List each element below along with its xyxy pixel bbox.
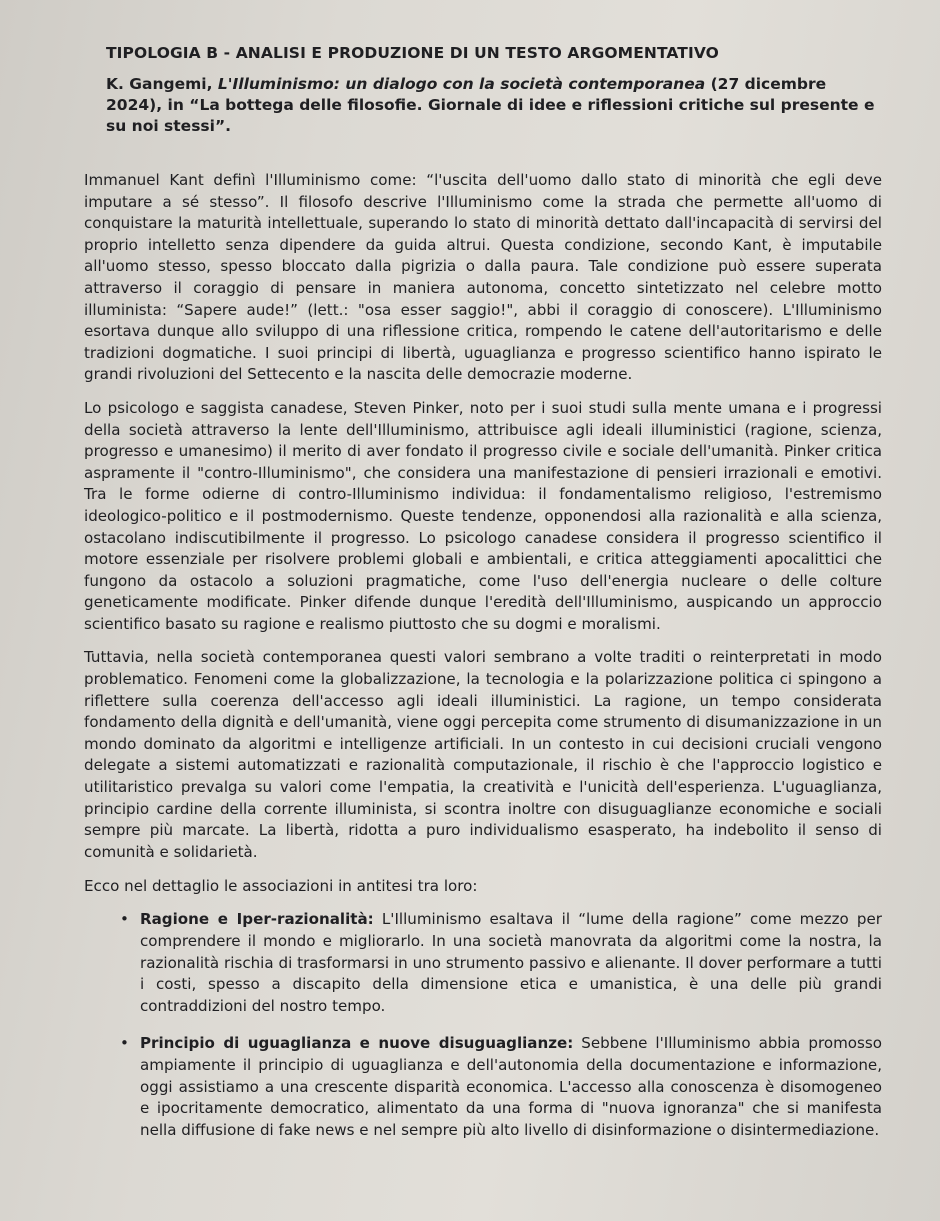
- list-item: [84, 1033, 882, 1141]
- source-citation: [106, 74, 882, 137]
- paragraph-contemporary: Tuttavia, nella società contemporanea questi valori sembrano a volte traditi o reinterpretati in modo problematico. Fenomeni come la globalizzazione, la tecnologia e la polarizzazione politica ci spingono a riflettere sulla coerenza dell'accesso agli ideali illuministici. La ragione, un tempo considerata fondamento della dignità e dell'umanità, viene oggi percepita come strumento di disumanizzazione in un mondo dominato da algoritmi e intelligenze artificiali. In un contesto in cui decisioni cruciali vengono delegate a sistemi automatizzati e razionalità computazionale, il rischio è che l'approccio logistico e utilitaristico prevalga su valori come l'empatia, la creatività e l'unicità dell'esperienza. L'uguaglianza, principio cardine della corrente illuminista, si scontra inoltre con disuguaglianze economiche e sociali sempre più marcate. La libertà, ridotta a puro individualismo esasperato, ha indebolito il senso di comunità e solidarietà.: [84, 648, 882, 861]
- paragraph-pinker: Lo psicologo e saggista canadese, Steven Pinker, noto per i suoi studi sulla mente umana e i progressi della società attraverso la lente dell'Illuminismo, attribuisce agli ideali illuministici (ragione, scienza, progresso e umanesimo) il merito di aver fondato il progresso civile e sociale dell'umanità. Pinker critica aspramente il "contro-Illuminismo", che considera una manifestazione di pensieri irrazionali e emotivi. Tra le forme odierne di contro-Illuminismo individua: il fondamentalismo religioso, l'estremismo ideologico-politico e il postmodernismo. Queste tendenze, opponendosi alla razionalità e alla scienza, ostacolano indiscutibilmente il progresso. Lo psicologo canadese considera il progresso scientifico il motore essenziale per risolvere problemi globali e ambientali, e critica atteggiamenti apocalittici che fungono da ostacolo a soluzioni pragmatiche, come l'uso dell'energia nucleare o delle colture geneticamente modificate. Pinker difende dunque l'eredità dell'Illuminismo, auspicando un approccio scientifico basato su ragione e realismo piuttosto che su dogmi e moralismi.: [84, 398, 882, 633]
- document-heading: TIPOLOGIA B - ANALISI E PRODUZIONE DI UN TESTO ARGOMENTATIVO: [106, 44, 719, 62]
- source-publication: (27 dicembre 2024), in “La bottega delle filosofie. Giornale di idee e riflessioni critiche sul presente e su noi stessi”.: [106, 75, 875, 135]
- source-title: L'Illuminismo: un dialogo con la società contemporanea: [217, 75, 706, 93]
- association-term: Ragione e Iper-razionalità:: [140, 910, 374, 929]
- bullet-icon: •: [120, 1034, 129, 1053]
- associations-list: [84, 909, 882, 1141]
- association-text: L'Illuminismo esaltava il “lume della ragione” come mezzo per comprendere il mondo e migliorarlo. In una società manovrata da algoritmi come la nostra, la razionalità rischia di trasformarsi in uno strumento passivo e alienante. Il dover performare a tutti i costi, spesso a discapito della dimensione etica e umanistica, è una delle più grandi contraddizioni del nostro tempo.: [140, 910, 882, 1015]
- association-text: Sebbene l'Illuminismo abbia promosso ampiamente il principio di uguaglianza e dell'autonomia della documentazione e informazione, oggi assistiamo a una crescente disparità economica. L'accesso alla conoscenza è disomogeneo e ipocritamente democratico, alimentato da una forma di "nuova ignoranza" che si manifesta nella diffusione di fake news e nel sempre più alto livello di disinformazione o disintermediazione.: [140, 1034, 882, 1139]
- document-page: [84, 44, 882, 1157]
- association-term: Principio di uguaglianza e nuove disuguaglianze:: [140, 1034, 574, 1053]
- list-item: [84, 909, 882, 1017]
- associations-intro: Ecco nel dettaglio le associazioni in antitesi tra loro:: [84, 877, 478, 896]
- source-author: K. Gangemi,: [106, 75, 218, 93]
- paragraph-kant: Immanuel Kant definì l'Illuminismo come: “l'uscita dell'uomo dallo stato di minorità che egli deve imputare a sé stesso”. Il filosofo descrive l'Illuminismo come la strada che permette all'uomo di conquistare la maturità intellettuale, superando lo stato di minorità dettato dall'incapacità di servirsi del proprio intelletto senza dipendere da guida altrui. Questa condizione, secondo Kant, è imputabile all'uomo stesso, spesso bloccato dalla pigrizia o dalla paura. Tale condizione può essere superata attraverso il coraggio di pensare in maniera autonoma, concetto sintetizzato nel celebre motto illuminista: “Sapere aude!” (lett.: "osa esser saggio!", abbi il coraggio di conoscere). L'Illuminismo esortava dunque allo sviluppo di una riflessione critica, rompendo le catene dell'autoritarismo e delle tradizioni dogmatiche. I suoi principi di libertà, uguaglianza e progresso scientifico hanno ispirato le grandi rivoluzioni del Settecento e la nascita delle democrazie moderne.: [84, 171, 882, 384]
- bullet-icon: •: [120, 910, 129, 929]
